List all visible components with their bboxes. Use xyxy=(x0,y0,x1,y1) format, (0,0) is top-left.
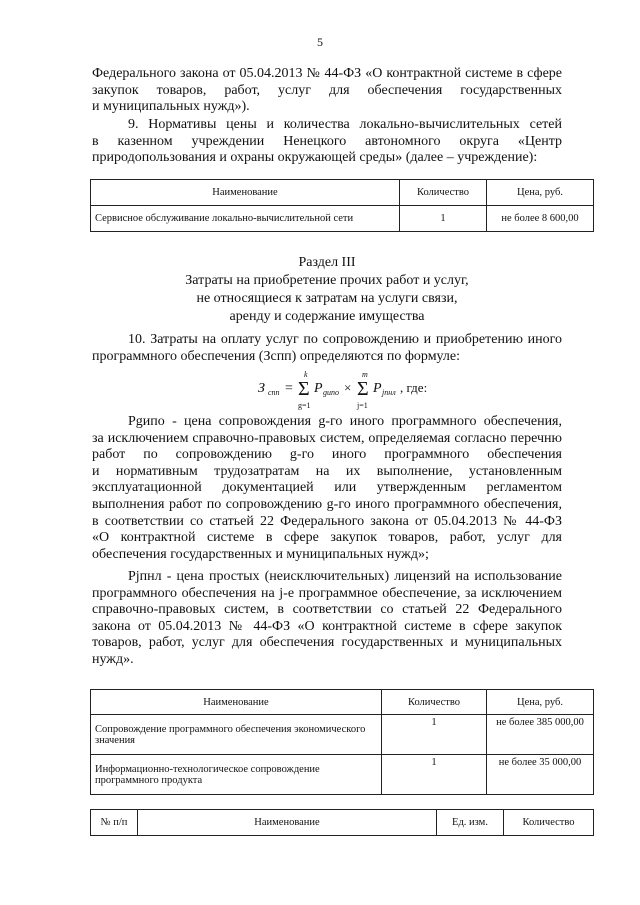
items-table xyxy=(90,809,594,836)
text-line: справочно-правовых систем, в соответствии со статьей 22 Федерального xyxy=(92,602,562,618)
text-line: Pgипо - цена сопровождения g-го иного программного обеспечения, xyxy=(128,414,562,429)
text-line: 10. Затраты на оплату услуг по сопровождению и приобретению иного xyxy=(128,332,562,347)
text-line: природопользования и охраны окружающей среды» (далее – учреждение): xyxy=(92,150,538,166)
column-header: Ед. изм. xyxy=(437,810,504,836)
item-10-paragraph xyxy=(92,332,562,365)
text-line: закупок товаров, работ, услуг для обеспечения государственных xyxy=(92,82,562,98)
table-cell: не более 8 600,00 xyxy=(487,206,594,232)
formula-suffix: , где: xyxy=(400,380,428,395)
text-line: Pjпнл - цена простых (неисключительных) лицензий на использование xyxy=(128,569,562,584)
text-line: 9. Нормативы цены и количества локально-вычислительных сетей xyxy=(128,117,562,132)
section-heading xyxy=(92,254,562,326)
text-line: эксплуатационной документацией или утвержденным регламентом xyxy=(92,480,562,496)
column-header: Количество xyxy=(400,180,487,206)
column-header: Наименование xyxy=(91,690,382,715)
section-title: Раздел III xyxy=(298,255,356,270)
text-line: Федерального закона от 05.04.2013 № 44-ФЗ «О контрактной системе в сфере xyxy=(92,66,562,81)
term1: P xyxy=(314,381,323,396)
table-header-row xyxy=(91,180,594,206)
text-line: программного обеспечения (Зспп) определяются по формуле: xyxy=(92,348,461,364)
table-cell: не более 385 000,00 xyxy=(487,715,594,755)
text-line: в казенном учреждении Ненецкого автономного округа «Центр xyxy=(92,133,562,149)
table-row xyxy=(91,755,594,795)
table-header-row xyxy=(91,810,594,836)
formula-lhs-sub: спп xyxy=(268,388,280,397)
table-cell: 1 xyxy=(400,206,487,232)
section-subtitle-line: аренду и содержание имущества xyxy=(229,309,425,324)
section-subtitle-line: Затраты на приобретение прочих работ и услуг, xyxy=(185,273,469,288)
column-header: Количество xyxy=(504,810,594,836)
sum1-lower: g=1 xyxy=(298,401,311,410)
sum2-lower: j=1 xyxy=(357,401,368,410)
column-header: Цена, руб. xyxy=(487,180,594,206)
column-header: Цена, руб. xyxy=(487,690,594,715)
column-header: № п/п xyxy=(91,810,138,836)
cost-formula xyxy=(258,367,468,411)
page-number: 5 xyxy=(317,35,323,49)
table-header-row xyxy=(91,690,594,715)
text-line: выполнения работ по сопровождению g-го иного программного обеспечения, xyxy=(92,496,562,512)
definition-2-paragraph xyxy=(92,569,562,669)
term2: P xyxy=(373,381,382,396)
section-subtitle-line: не относящиеся к затратам на услуги связи, xyxy=(196,291,458,306)
text-line: и муниципальных нужд»). xyxy=(92,99,250,115)
item-9-paragraph xyxy=(92,117,562,167)
definition-1-paragraph xyxy=(92,414,562,563)
text-line: «О контрактной системе в сфере закупок товаров, работ, услуг для xyxy=(92,530,562,546)
sum2-sigma: Σ xyxy=(357,378,369,400)
svg-text:=: = xyxy=(285,381,293,396)
text-line: работ по сопровождению g-го иного программного обеспечения xyxy=(92,447,562,463)
times-sign: × xyxy=(344,380,352,395)
table-cell: 1 xyxy=(382,715,487,755)
table-row xyxy=(91,206,594,232)
term1-sub: gипо xyxy=(323,388,339,397)
sum1-upper: k xyxy=(304,370,308,379)
text-line: товаров, работ, услуг для обеспечения государственных и муниципальных xyxy=(92,635,562,651)
text-line: программного обеспечения на j-е программное обеспечение, за исключением xyxy=(92,585,562,601)
sum1-sigma: Σ xyxy=(298,378,310,400)
table-cell: Сопровождение программного обеспечения экономического значения xyxy=(91,715,382,755)
formula-graphic xyxy=(258,367,468,411)
table-cell: Информационно-технологическое сопровождение программного продукта xyxy=(91,755,382,795)
table-cell: не более 35 000,00 xyxy=(487,755,594,795)
text-line: в соответствии со статьей 22 Федерального закона от 05.04.2013 № 44-ФЗ xyxy=(92,513,562,529)
text-line: закона от 05.04.2013 № 44-ФЗ «О контрактной системе в сфере закупок xyxy=(92,618,562,634)
column-header: Наименование xyxy=(138,810,437,836)
table-row xyxy=(91,715,594,755)
formula-lhs: З xyxy=(258,381,265,396)
column-header: Количество xyxy=(382,690,487,715)
text-line: за исключением справочно-правовых систем, определяемая согласно перечню xyxy=(92,430,562,446)
text-line: нужд». xyxy=(92,651,134,667)
lan-norms-table xyxy=(90,179,594,232)
software-costs-table xyxy=(90,689,594,795)
intro-paragraph xyxy=(92,66,562,116)
term2-sub: jпнл xyxy=(382,388,396,397)
table-cell: 1 xyxy=(382,755,487,795)
text-line: обеспечения государственных и муниципальных нужд»; xyxy=(92,546,429,562)
table-cell: Сервисное обслуживание локально-вычислительной сети xyxy=(91,206,400,232)
column-header: Наименование xyxy=(91,180,400,206)
text-line: и нормативным трудозатратам на их выполнение, установленным xyxy=(92,463,562,479)
sum2-upper: m xyxy=(362,370,368,379)
